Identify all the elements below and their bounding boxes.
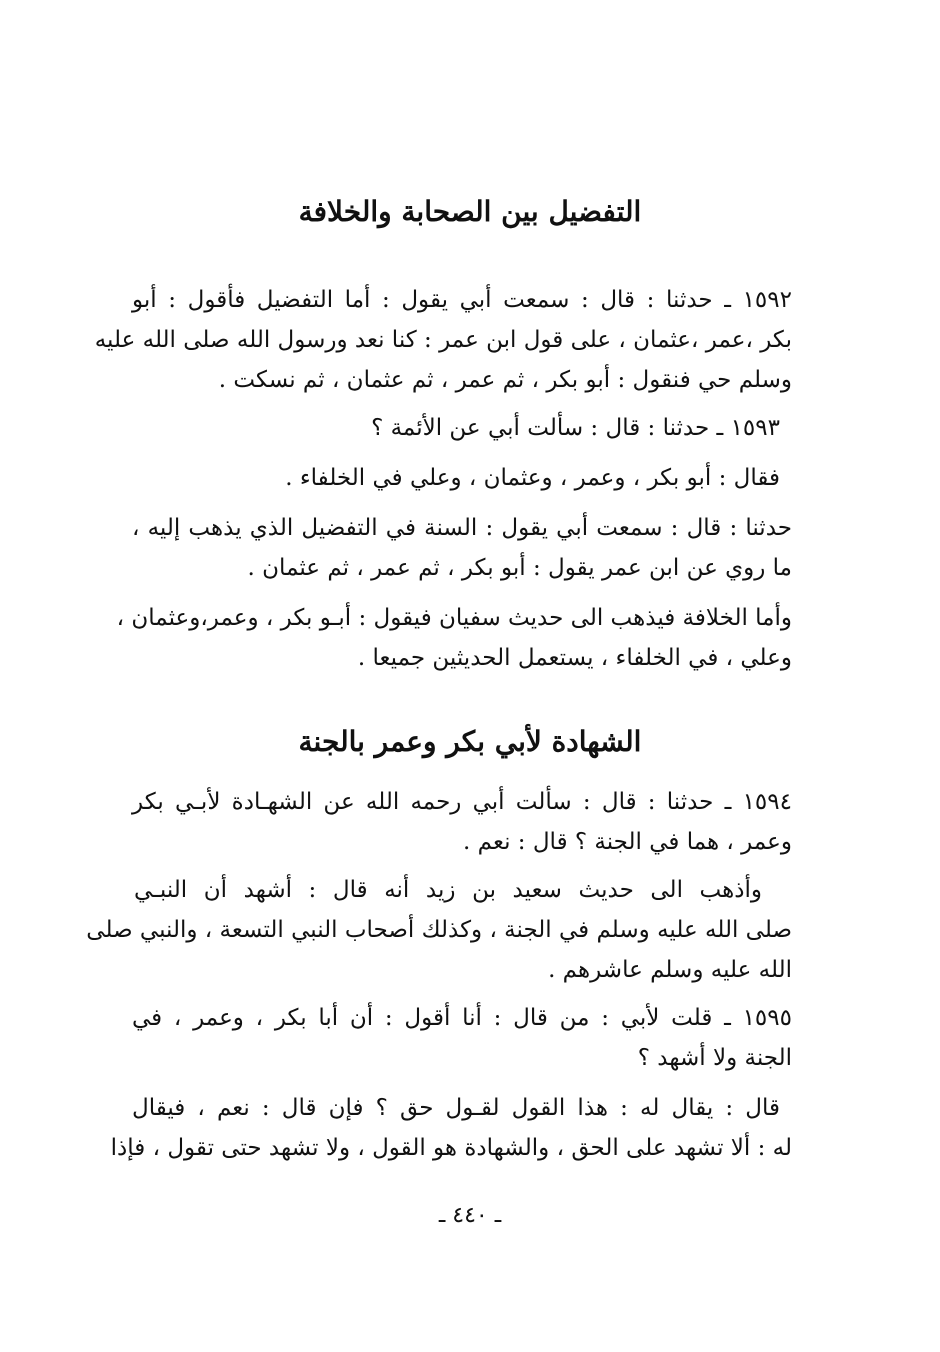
paragraph-answer-line-2: له : ألا تشهد على الحق ، والشهادة هو القول ، ولا تشهد حتى تقول ، فإذا: [110, 1135, 792, 1161]
paragraph-1592-line-3: وسلم حي فنقول : أبو بكر ، ثم عمر ، ثم عثمان ، ثم نسكت .: [218, 367, 792, 393]
section-heading-testimony: الشهادة لأبي بكر وعمر بالجنة: [298, 725, 642, 758]
paragraph-1593-answer: فقال : أبو بكر ، وعمر ، وعثمان ، وعلي في الخلفاء .: [285, 465, 780, 491]
page-number: ـ ٤٤٠ ـ: [438, 1203, 502, 1228]
paragraph-saeed-line-3: الله عليه وسلم عاشرهم .: [548, 957, 792, 983]
paragraph-1594-line-1: ١٥٩٤ ـ حدثنا : قال : سألت أبي رحمه الله عن الشهـادة لأبـي بكر: [132, 789, 792, 815]
paragraph-1594-line-2: وعمر ، هما في الجنة ؟ قال : نعم .: [463, 829, 792, 855]
paragraph-answer-line-1: قال : يقال له : هذا القول لقـول حق ؟ فإن قال : نعم ، فيقال: [132, 1095, 780, 1121]
paragraph-caliphate-line-1: وأما الخلافة فيذهب الى حديث سفيان فيقول : أبـو بكر ، وعمر،وعثمان ،: [116, 605, 792, 631]
paragraph-sunnah-line-2: ما روي عن ابن عمر يقول : أبو بكر ، ثم عمر ، ثم عثمان .: [247, 555, 792, 581]
paragraph-1592-line-1: ١٥٩٢ ـ حدثنا : قال : سمعت أبي يقول : أما التفضيل فأقول : أبو: [132, 287, 792, 313]
paragraph-sunnah-line-1: حدثنا : قال : سمعت أبي يقول : السنة في التفضيل الذي يذهب إليه ،: [132, 515, 792, 541]
section-heading-preference: التفضيل بين الصحابة والخلافة: [298, 195, 642, 228]
paragraph-caliphate-line-2: وعلي ، في الخلفاء ، يستعمل الحديثين جميعا .: [357, 645, 792, 671]
paragraph-1595-line-2: الجنة ولا أشهد ؟: [637, 1045, 792, 1071]
paragraph-1593-line-1: ١٥٩٣ ـ حدثنا : قال : سألت أبي عن الأئمة ؟: [371, 415, 780, 441]
paragraph-saeed-line-1: وأذهب الى حديث سعيد بن زيد أنه قال : أشهد أن النبـي: [134, 877, 762, 903]
paragraph-1595-line-1: ١٥٩٥ ـ قلت لأبي : من قال : أنا أقول : أن أبا بكر ، وعمر ، في: [132, 1005, 792, 1031]
paragraph-saeed-line-2: صلى الله عليه وسلم في الجنة ، وكذلك أصحاب النبي التسعة ، والنبي صلى: [86, 917, 792, 943]
paragraph-1592-line-2: بكر ،عمر ،عثمان ، على قول ابن عمر : كنا نعد ورسول الله صلى الله عليه: [94, 327, 792, 353]
